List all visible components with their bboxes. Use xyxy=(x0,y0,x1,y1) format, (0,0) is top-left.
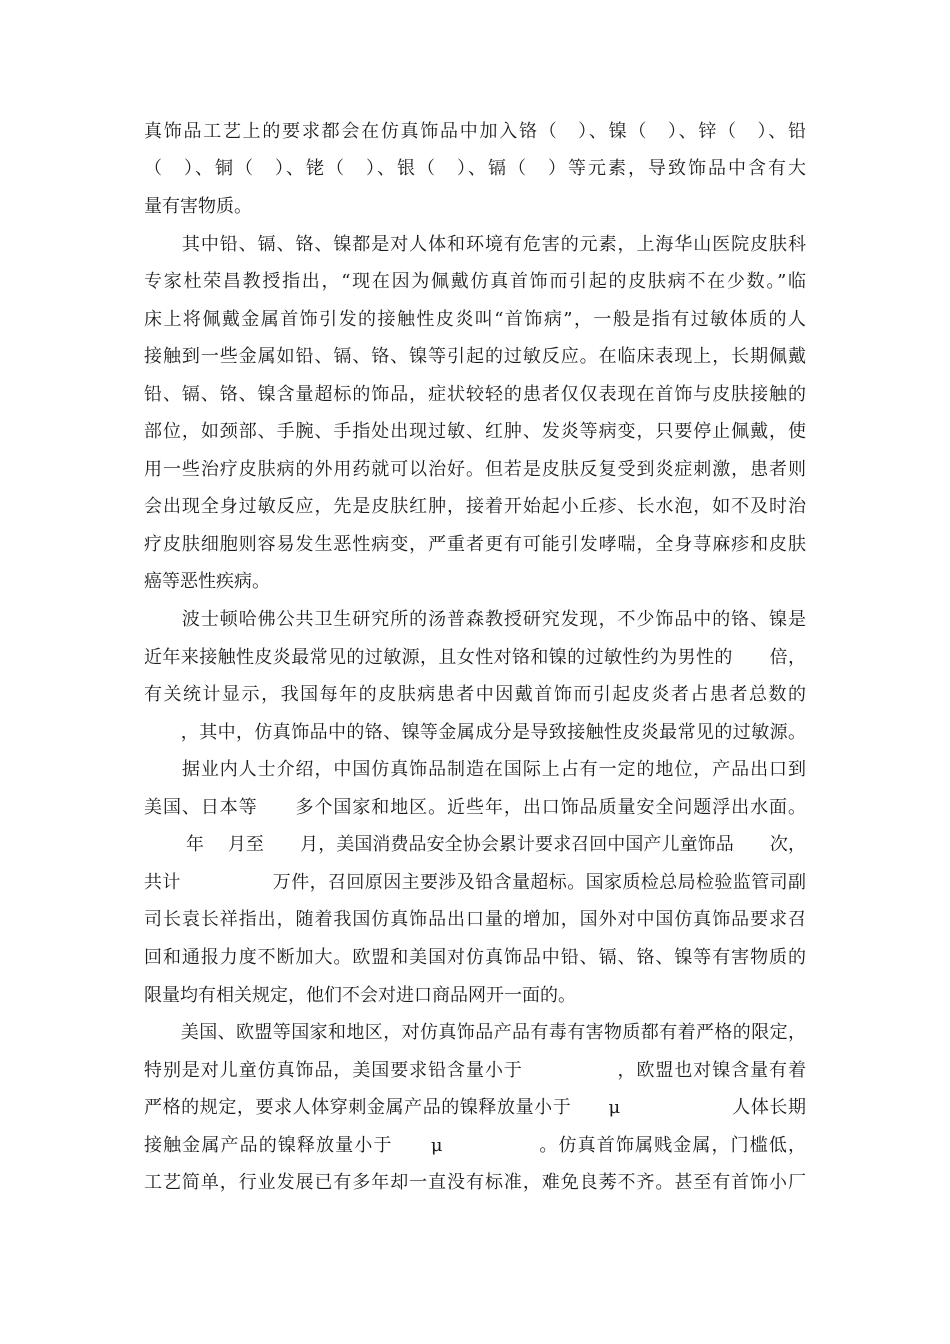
text-line: 接触金属产品的镍释放量小于 μ 。仿真首饰属贱金属，门槛低， xyxy=(144,1135,806,1156)
text-line: ，其中，仿真饰品中的铬、镍等金属成分是导致接触性皮炎最常见的过敏源。 xyxy=(144,722,806,743)
text-line: 回和通报力度不断加大。欧盟和美国对仿真饰品中铅、镉、铬、镍等有害物质的 xyxy=(144,947,806,968)
text-line: 美国、欧盟等国家和地区，对仿真饰品产品有毒有害物质都有着严格的限定， xyxy=(144,1022,806,1043)
text-line: 部位，如颈部、手腕、手指处出现过敏、红肿、发炎等病变，只要停止佩戴，使 xyxy=(144,421,806,442)
text-line: 工艺简单，行业发展已有多年却一直没有标准，难免良莠不齐。甚至有首饰小厂 xyxy=(144,1172,806,1193)
text-line: 美国、日本等 多个国家和地区。近些年，出口饰品质量安全问题浮出水面。 xyxy=(144,797,806,818)
text-line: 会出现全身过敏反应，先是皮肤红肿，接着开始起小丘疹、长水泡，如不及时治 xyxy=(144,496,806,517)
text-line: 其中铅、镉、铬、镍都是对人体和环境有危害的元素，上海华山医院皮肤科 xyxy=(144,234,806,255)
text-line: 共计 万件，召回原因主要涉及铅含量超标。国家质检总局检验监管司副 xyxy=(144,872,806,893)
text-line: 严格的规定，要求人体穿刺金属产品的镍释放量小于 μ 人体长期 xyxy=(144,1097,806,1118)
text-line: 接触到一些金属如铅、镉、铬、镍等引起的过敏反应。在临床表现上，长期佩戴 xyxy=(144,346,806,367)
text-line: 限量均有相关规定，他们不会对进口商品网开一面的。 xyxy=(144,985,576,1006)
text-line: 量有害物质。 xyxy=(144,196,252,217)
text-line: 真饰品工艺上的要求都会在仿真饰品中加入铬（ ）、镍（ ）、锌（ ）、铅 xyxy=(144,121,806,142)
text-line: 铅、镉、铬、镍含量超标的饰品，症状较轻的患者仅仅表现在首饰与皮肤接触的 xyxy=(144,384,806,405)
text-line: 特别是对儿童仿真饰品，美国要求铅含量小于 ，欧盟也对镍含量有着 xyxy=(144,1060,806,1081)
text-line: 癌等恶性疾病。 xyxy=(144,571,270,592)
text-line: 近年来接触性皮炎最常见的过敏源，且女性对铬和镍的过敏性约为男性的 倍， xyxy=(144,647,806,668)
text-line: 床上将佩戴金属首饰引发的接触性皮炎叫“首饰病”，一般是指有过敏体质的人 xyxy=(144,309,806,330)
text-line: 据业内人士介绍，中国仿真饰品制造在国际上占有一定的地位，产品出口到 xyxy=(144,759,806,780)
text-line: 司长袁长祥指出，随着我国仿真饰品出口量的增加，国外对中国仿真饰品要求召 xyxy=(144,909,806,930)
text-line: 专家杜荣昌教授指出，“现在因为佩戴仿真首饰而引起的皮肤病不在少数。”临 xyxy=(144,271,806,292)
text-line: 用一些治疗皮肤病的外用药就可以治好。但若是皮肤反复受到炎症刺激，患者则 xyxy=(144,459,806,480)
text-line: 波士顿哈佛公共卫生研究所的汤普森教授研究发现，不少饰品中的铬、镍是 xyxy=(144,609,806,630)
text-line: 有关统计显示，我国每年的皮肤病患者中因戴首饰而引起皮炎者占患者总数的 xyxy=(144,684,806,705)
text-line: 疗皮肤细胞则容易发生恶性病变，严重者更有可能引发哮喘，全身荨麻疹和皮肤 xyxy=(144,534,806,555)
text-line: （ ）、铜（ ）、铑（ ）、银（ ）、镉（ ）等元素，导致饰品中含有大 xyxy=(144,158,806,179)
text-line: 年 月至 月，美国消费品安全协会累计要求召回中国产儿童饰品 次， xyxy=(144,834,806,855)
